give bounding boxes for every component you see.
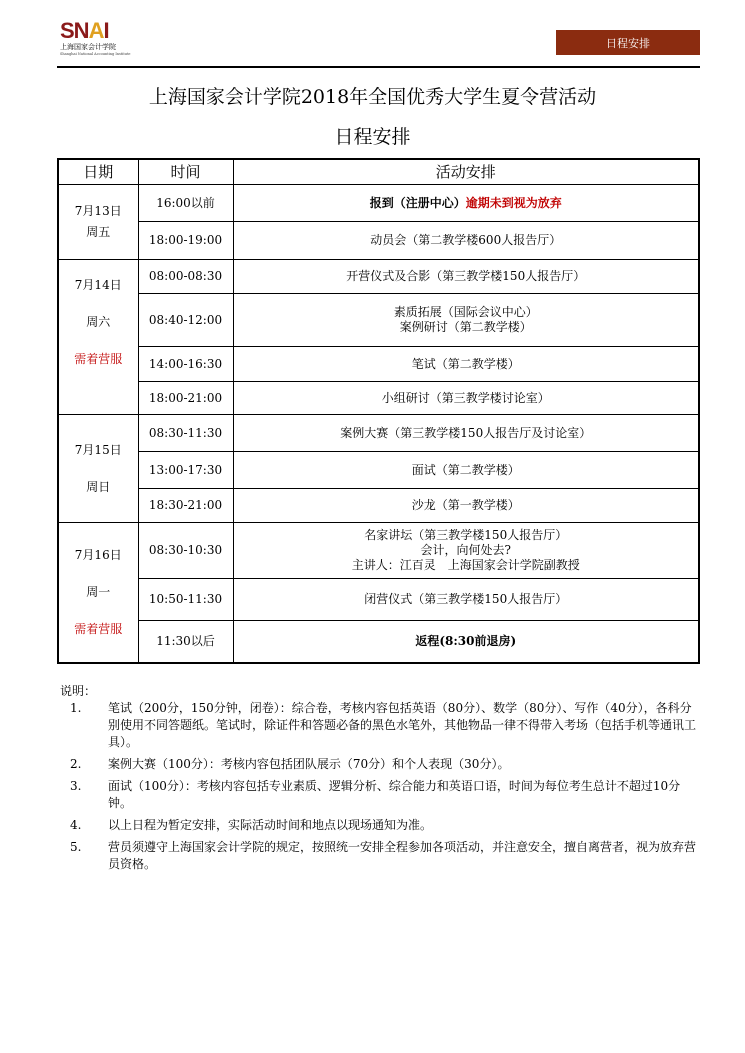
activity-cell: 报到（注册中心）逾期未到视为放弃 bbox=[233, 185, 699, 222]
header-rule bbox=[57, 66, 700, 68]
note-item: 5. 营员须遵守上海国家会计学院的规定，按照统一安排全程参加各项活动，并注意安全，擅自离营者，视为放弃营员资格。 bbox=[70, 840, 697, 871]
table-row bbox=[58, 185, 699, 222]
col-activity: 活动安排 bbox=[233, 159, 699, 185]
table-row: 18:00-21:00 小组研讨（第三教学楼讨论室） bbox=[58, 382, 699, 415]
col-date: 日期 bbox=[58, 159, 138, 185]
warning-text: 逾期未到视为放弃 bbox=[465, 195, 562, 210]
table-row: 14:00-16:30 笔试（第二教学楼） bbox=[58, 347, 699, 382]
page-title: 上海国家会计学院2018年全国优秀大学生夏令营活动 bbox=[148, 86, 597, 108]
note-item: 3. 面试（100分）：考核内容包括专业素质、逻辑分析、综合能力和英语口语，时间为每位考生总计不超过10分钟。 bbox=[70, 779, 681, 810]
logo-en: Shanghai National Accounting Institute bbox=[60, 52, 131, 56]
table-row: 7月16日 周一 需着营服 08:30-10:30 名家讲坛（第三教学楼150人报告厅） 会计，向何处去? 主讲人：江百灵 上海国家会计学院副教授 bbox=[58, 523, 699, 579]
logo-cn: 上海国家会计学院 bbox=[60, 43, 116, 51]
table-row: 18:00-19:00 动员会（第二教学楼600人报告厅） bbox=[58, 222, 699, 260]
note-item: 2. 案例大赛（100分）：考核内容包括团队展示（70分）和个人表现（30分）。 bbox=[70, 757, 510, 771]
dress-note: 需着营服 bbox=[74, 351, 123, 366]
table-header bbox=[58, 159, 699, 185]
snai-logo: SNAI 上海国家会计学院 Shanghai National Accounting Institute bbox=[60, 18, 140, 56]
notes bbox=[60, 683, 700, 878]
table-row: 7月15日 周日 08:30-11:30 案例大赛（第三教学楼150人报告厅及讨论室） bbox=[58, 415, 699, 452]
dress-note: 需着营服 bbox=[74, 621, 123, 636]
table-row: 7月14日 周六 需着营服 08:00-08:30 开营仪式及合影（第三教学楼150人报告厅） bbox=[58, 260, 699, 294]
time-cell: 16:00以前 bbox=[138, 185, 233, 222]
table-row: 13:00-17:30 面试（第二教学楼） bbox=[58, 452, 699, 489]
date-cell: 7月14日 周六 需着营服 bbox=[58, 260, 138, 415]
table-row: 08:40-12:00 素质拓展（国际会议中心） 案例研讨（第二教学楼） bbox=[58, 294, 699, 347]
notes-title: 说明： bbox=[60, 684, 97, 698]
date-cell: 7月15日 周日 bbox=[58, 415, 138, 523]
header-tag: 日程安排 bbox=[556, 30, 700, 55]
col-time: 时间 bbox=[138, 159, 233, 185]
table-row: 10:50-11:30 闭营仪式（第三教学楼150人报告厅） bbox=[58, 579, 699, 621]
table-row: 18:30-21:00 沙龙（第一教学楼） bbox=[58, 489, 699, 523]
schedule-table bbox=[57, 158, 700, 664]
date-cell: 7月13日 周五 bbox=[58, 185, 138, 260]
date-cell: 7月16日 周一 需着营服 bbox=[58, 523, 138, 663]
note-item: 1. 笔试（200分，150分钟，闭卷）：综合卷，考核内容包括英语（80分）、数学（80分）、写作（40分），各科分别使用不同答题纸。笔试时，除证件和答题必备的黑色水笔外，其他物品一律不得带入考场（包括手机等通讯工具）。 bbox=[70, 701, 697, 749]
note-item: 4. 以上日程为暂定安排，实际活动时间和地点以现场通知为准。 bbox=[70, 818, 433, 832]
page-subtitle: 日程安排 bbox=[334, 126, 411, 148]
table-row: 11:30以后 返程(8:30前退房) bbox=[58, 621, 699, 663]
